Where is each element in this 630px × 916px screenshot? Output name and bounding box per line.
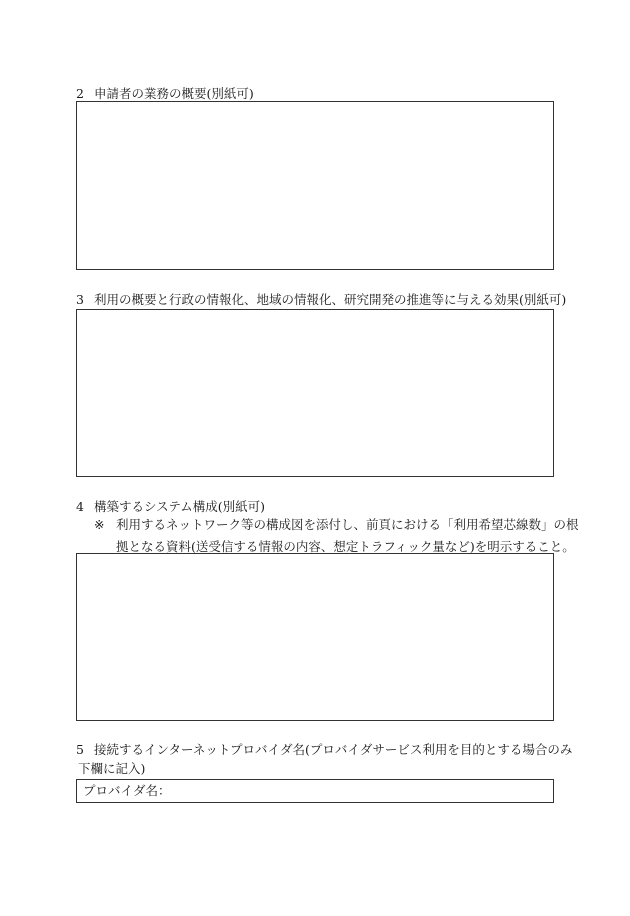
section-3-title [76, 292, 566, 308]
section-2-title [76, 86, 254, 102]
section-2-number: 2 [76, 86, 84, 101]
note-reference-mark: ※ [94, 517, 105, 532]
section-4-note-line-1 [94, 514, 579, 536]
section-4-input-box[interactable] [76, 553, 554, 721]
section-2-input-box[interactable] [76, 101, 554, 270]
section-5-label-line-1: 接続するインターネットプロバイダ名(プロバイダサービス利用を目的とする場合のみ [94, 742, 573, 757]
section-4-note-line-2: 拠となる資料(送受信する情報の内容、想定トラフィック量など)を明示すること。 [116, 539, 575, 554]
section-5-number: 5 [76, 742, 84, 757]
section-5-label-line-2: 下欄に記入) [78, 761, 146, 776]
section-4-label: 構築するシステム構成(別紙可) [94, 499, 266, 514]
provider-name-label: プロバイダ名： [83, 783, 171, 798]
provider-name-field[interactable] [76, 779, 554, 803]
section-3-label: 利用の概要と行政の情報化、地域の情報化、研究開発の推進等に与える効果(別紙可) [94, 292, 567, 307]
section-5-title [76, 742, 572, 758]
section-3-input-box[interactable] [76, 309, 554, 477]
section-4-note-text-1: 利用するネットワーク等の構成図を添付し、前頁における「利用希望芯線数」の根 [116, 517, 579, 532]
section-4-number: 4 [76, 499, 84, 514]
section-5-title-continued [78, 761, 145, 777]
section-3-number: 3 [76, 292, 84, 307]
section-4-title [76, 499, 265, 515]
section-4-note [94, 514, 579, 558]
section-2-label: 申請者の業務の概要(別紙可) [94, 86, 254, 101]
